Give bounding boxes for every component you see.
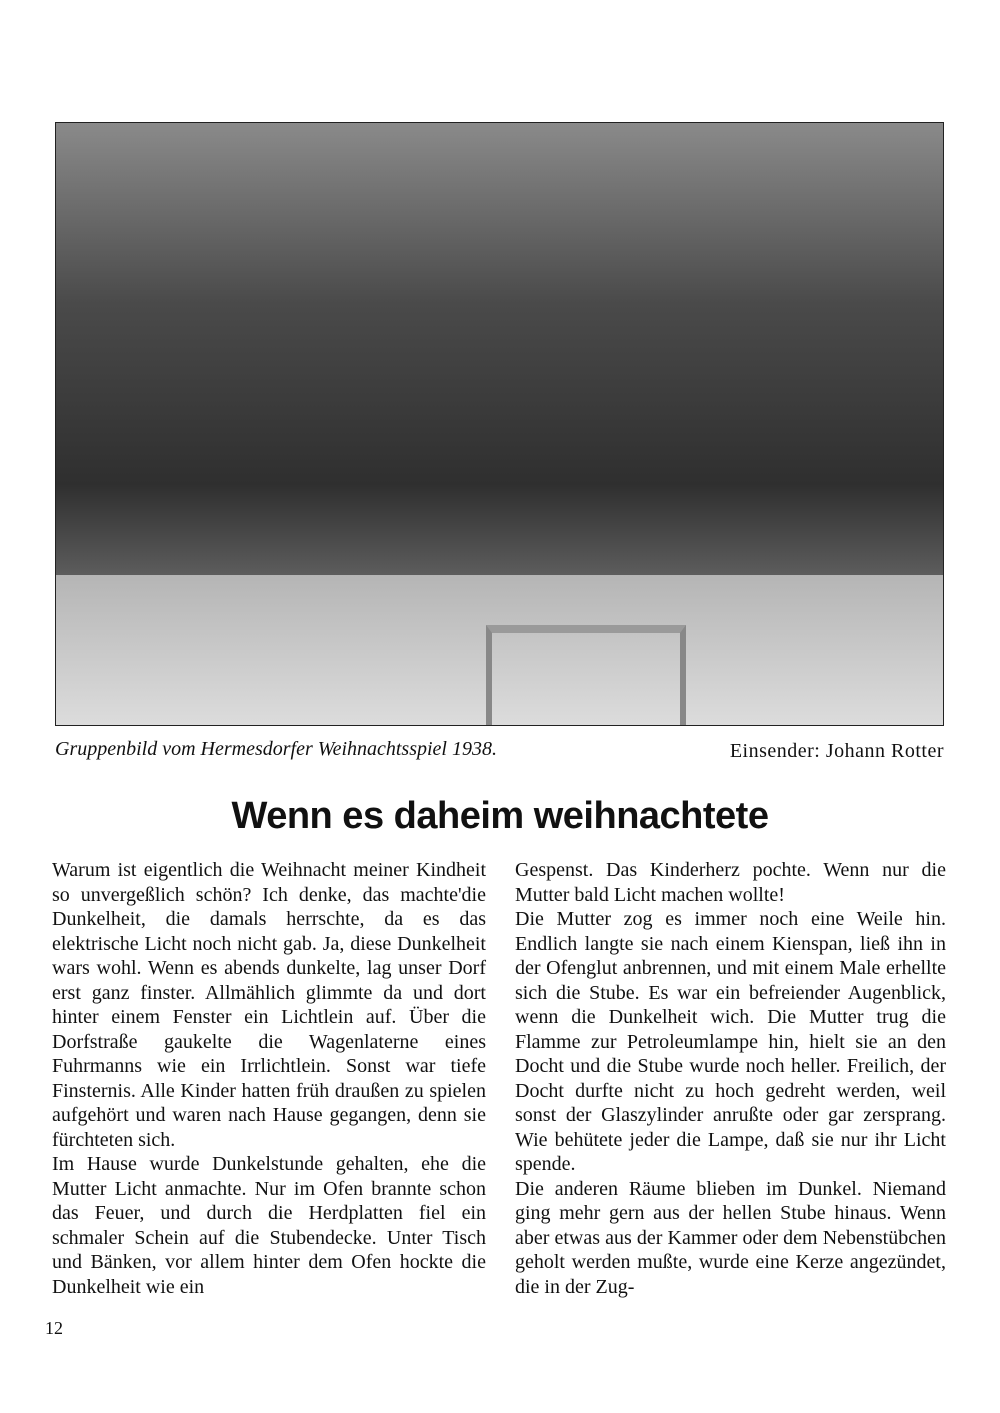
paragraph: Im Hause wurde Dunkelstunde gehalten, ehe die Mutter Licht anmachte. Nur im Ofen brannte schon das Feuer, und durch die Herdplatten fiel ein schmaler Schein auf die Stubendecke. Unter Tisch und Bänken, vor allem hinter dem Ofen hockte die Dunkelheit wie ein: [52, 1153, 486, 1298]
paragraph: Die anderen Räume blieben im Dunkel. Niemand ging mehr gern aus der hellen Stube hinaus. Wenn aber etwas aus der Kammer oder dem Nebenstübchen geholt werden mußte, wurde eine Kerze angezündet, die in der Zug-: [515, 1177, 946, 1298]
photo-caption: Gruppenbild vom Hermesdorfer Weihnachtsspiel 1938.: [55, 738, 497, 760]
text-column-left: [52, 858, 486, 1299]
text-column-right: [515, 858, 946, 1299]
photo-credit: Einsender: Johann Rotter: [729, 740, 944, 762]
page-number: 12: [45, 1318, 63, 1338]
photo-steps: [486, 625, 686, 725]
paragraph: Die Mutter zog es immer noch eine Weile hin. Endlich langte sie nach einem Kienspan, ließ ihn in der Ofenglut anbrennen, und mit einem Male erhellte sich die Stube. Es war ein befreiender Augenblick, wenn die Dunkelheit wich. Die Mutter trug die Flamme zur Petroleumlampe hin, hielt sie an den Docht und die Stube wurde noch heller. Freilich, der Docht durfte nicht zu hoch gedreht werden, weil sonst der Glaszylinder anrußte oder gar zersprang. Wie behütete jeder die Lampe, daß sie nur ihr Licht spende.: [515, 908, 946, 1175]
group-photo: [55, 122, 944, 726]
paragraph: Gespenst. Das Kinderherz pochte. Wenn nur die Mutter bald Licht machen wollte!: [515, 859, 946, 906]
paragraph: Warum ist eigentlich die Weihnacht meiner Kindheit so unvergeßlich schön? Ich denke, das machte'die Dunkelheit, die damals herrschte, da es das elektrische Licht noch nicht gab. Ja, diese Dunkelheit wars wohl. Wenn es abends dunkelte, lag unser Dorf erst ganz finster. Allmählich glimmte da und dort hinter einem Fenster ein Lichtlein auf. Über die Dorfstraße gaukelte die Wagenlaterne eines Fuhrmanns wie ein Irrlichtlein. Sonst war tiefe Finsternis. Alle Kinder hatten früh draußen zu spielen aufgehört und waren nach Hause gegangen, denn sie fürchteten sich.: [52, 859, 486, 1151]
article-title: Wenn es daheim weihnachtete: [231, 795, 769, 837]
